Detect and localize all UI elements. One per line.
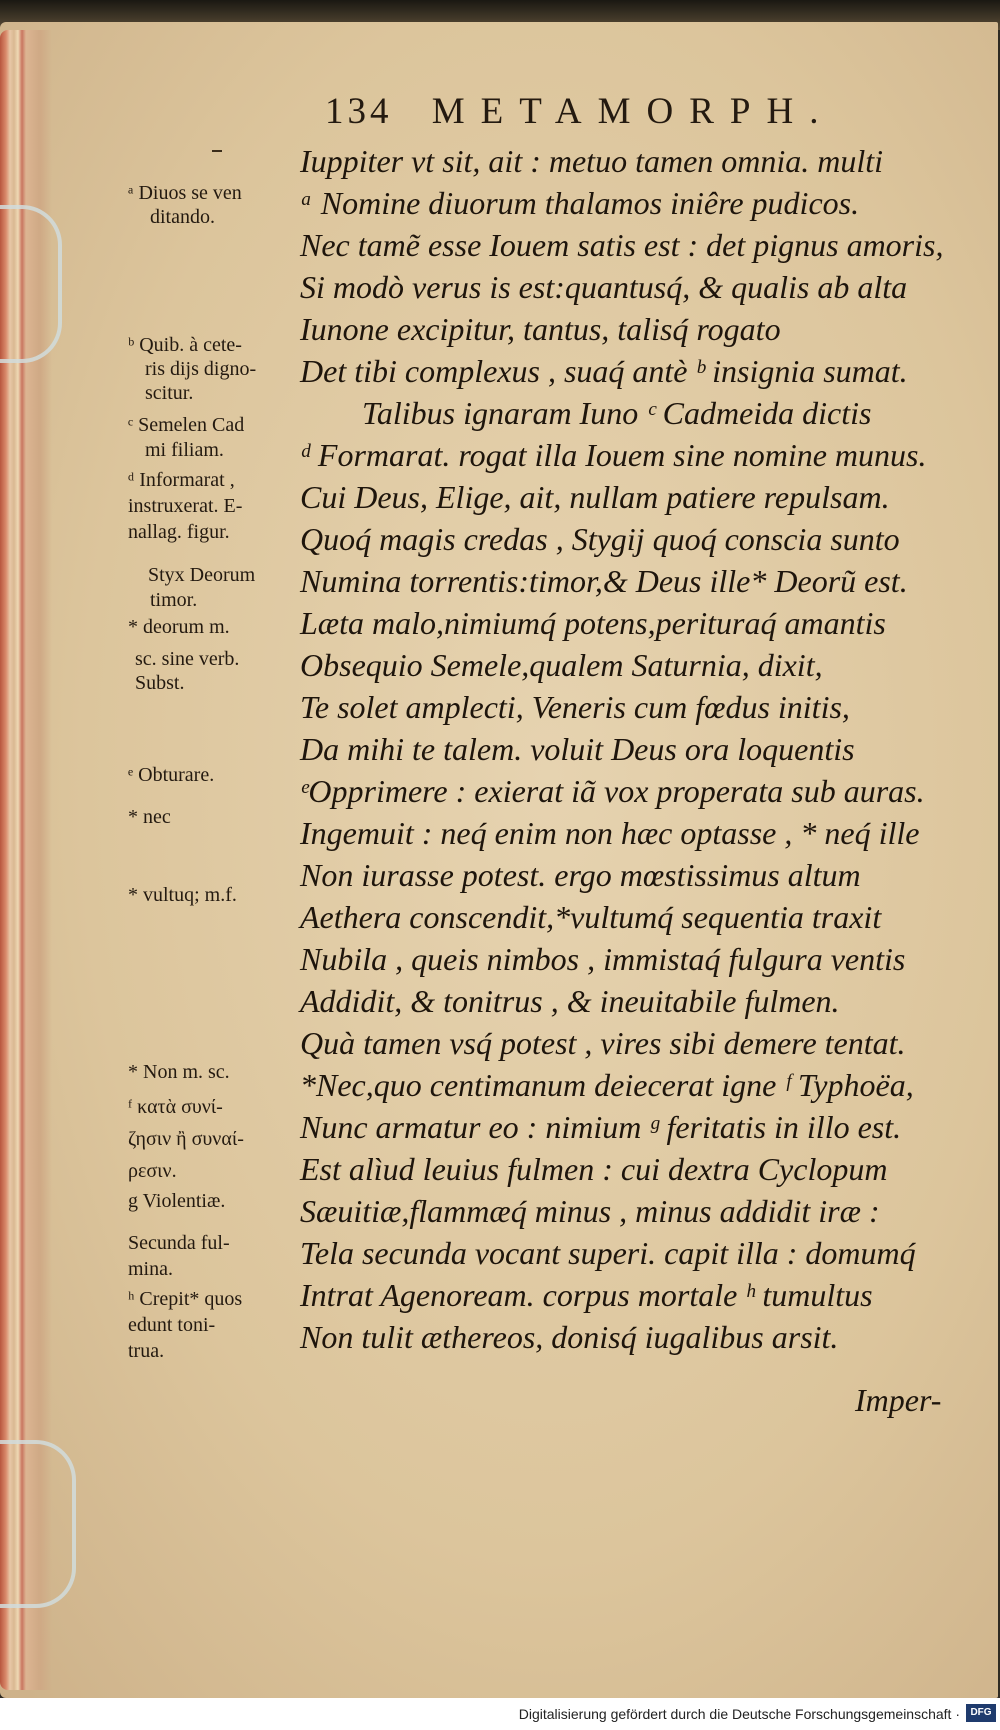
margin-dash	[212, 150, 222, 152]
running-head	[325, 90, 834, 133]
verse-line: Obsequio Semele,qualem Saturnia, dixit,	[300, 647, 823, 683]
margin-note: mina.	[128, 1258, 173, 1280]
margin-note: ʰ Crepit* quos	[128, 1288, 243, 1310]
verse-line: Nec tamẽ esse Iouem satis est : det pignus amoris,	[300, 227, 944, 263]
margin-note: Secunda ful-	[128, 1232, 230, 1254]
verse-line: Talibus ignaram Iuno ᶜ Cadmeida dictis	[362, 395, 872, 431]
page-clip-lower	[0, 1440, 76, 1608]
margin-note: ris dijs digno-	[145, 358, 257, 380]
margin-note: ζησιν ἢ συναί-	[128, 1128, 244, 1150]
verse-line: Cui Deus, Elige, ait, nullam patiere repulsam.	[300, 479, 890, 515]
verse-line: Quoq́ magis credas , Stygij quoq́ conscia sunto	[300, 521, 900, 557]
footer-bar	[0, 1698, 1000, 1730]
margin-note: * nec	[128, 806, 171, 828]
margin-note: mi filiam.	[145, 439, 224, 461]
funding-credit: Digitalisierung gefördert durch die Deutsche Forschungsgemeinschaft ·	[518, 1706, 960, 1722]
verse-line: Est alìud leuius fulmen : cui dextra Cyclopum	[300, 1151, 888, 1187]
margin-note: trua.	[128, 1340, 165, 1362]
margin-note: sc. sine verb.	[135, 648, 240, 670]
dfg-logo: DFG	[966, 1704, 996, 1722]
catchword: Imper-	[855, 1382, 942, 1418]
margin-note: ᵈ Informarat ,	[128, 469, 235, 491]
verse-line: Ingemuit : neq́ enim non hæc optasse , * neq́ ille	[300, 815, 920, 851]
verse-line: ᵈ Formarat. rogat illa Iouem sine nomine munus.	[300, 437, 927, 473]
margin-note: ᵇ Quib. à cete-	[128, 334, 242, 356]
margin-note: * Non m. sc.	[128, 1061, 230, 1083]
verse-line: Si modò verus is est:quantusq́, & qualis ab alta	[300, 269, 908, 305]
margin-note: scitur.	[145, 382, 194, 404]
verse-line: Tela secunda vocant superi. capit illa : domumq́	[300, 1235, 916, 1271]
margin-note: ᶜ Semelen Cad	[128, 414, 245, 436]
verse-line: *Nec,quo centimanum deiecerat igne ᶠ Typhoëa,	[300, 1067, 914, 1103]
verse-line: Intrat Agenoream. corpus mortale ʰ tumultus	[300, 1277, 873, 1313]
verse-line: Iuppiter vt sit, ait : metuo tamen omnia. multi	[300, 143, 884, 179]
margin-note: ρεσιν.	[128, 1160, 177, 1182]
verse-line: Addidit, & tonitrus , & ineuitabile fulmen.	[300, 983, 840, 1019]
verse-line: ᵉOpprimere : exierat iã vox properata sub auras.	[300, 773, 925, 809]
margin-note: ᵃ Diuos se ven	[128, 182, 242, 204]
page-number: 134	[325, 91, 393, 132]
verse-line: ᵃ Nomine diuorum thalamos iniêre pudicos.	[300, 185, 860, 221]
margin-note: ᵉ Obturare.	[128, 764, 215, 786]
margin-note: nallag. figur.	[128, 521, 230, 543]
verse-line: Da mihi te talem. voluit Deus ora loquentis	[300, 731, 855, 767]
margin-note: ᶠ κατὰ συνί-	[128, 1096, 223, 1118]
verse-line: Quà tamen vsq́ potest , vires sibi demere tentat.	[300, 1025, 906, 1061]
margin-note: Subst.	[135, 672, 185, 694]
margin-note: timor.	[150, 589, 198, 611]
margin-note: g Violentiæ.	[128, 1190, 226, 1212]
verse-line: Sæuitiæ,flammæq́ minus , minus addidit iræ :	[300, 1193, 880, 1229]
verse-line: Numina torrentis:timor,& Deus ille* Deorũ est.	[300, 563, 908, 599]
page-clip-upper	[0, 205, 62, 363]
verse-line: Non iurasse potest. ergo mœstissimus altum	[300, 857, 861, 893]
verse-line: Iunone excipitur, tantus, talisq́ rogato	[300, 311, 781, 347]
margin-note: ditando.	[150, 206, 215, 228]
margin-note: edunt toni-	[128, 1314, 216, 1336]
verse-line: Nunc armatur eo : nimium ᵍ feritatis in illo est.	[300, 1109, 902, 1145]
verse-line: Det tibi complexus , suaq́ antè ᵇ insignia sumat.	[300, 353, 908, 389]
margin-note: * deorum m.	[128, 616, 230, 638]
verse-line: Læta malo,nimiumq́ potens,perituraq́ amantis	[300, 605, 886, 641]
margin-note: Styx Deorum	[148, 564, 256, 586]
running-title: METAMORPH.	[431, 91, 835, 132]
margin-note: * vultuq; m.f.	[128, 884, 237, 906]
margin-note: instruxerat. E-	[128, 495, 243, 517]
verse-line: Te solet amplecti, Veneris cum fœdus initis,	[300, 689, 850, 725]
verse-line: Aethera conscendit,*vultumq́ sequentia traxit	[300, 899, 882, 935]
verse-line: Nubila , queis nimbos , immistaq́ fulgura ventis	[300, 941, 906, 977]
verse-line: Non tulit æthereos, donisq́ iugalibus arsit.	[300, 1319, 839, 1355]
